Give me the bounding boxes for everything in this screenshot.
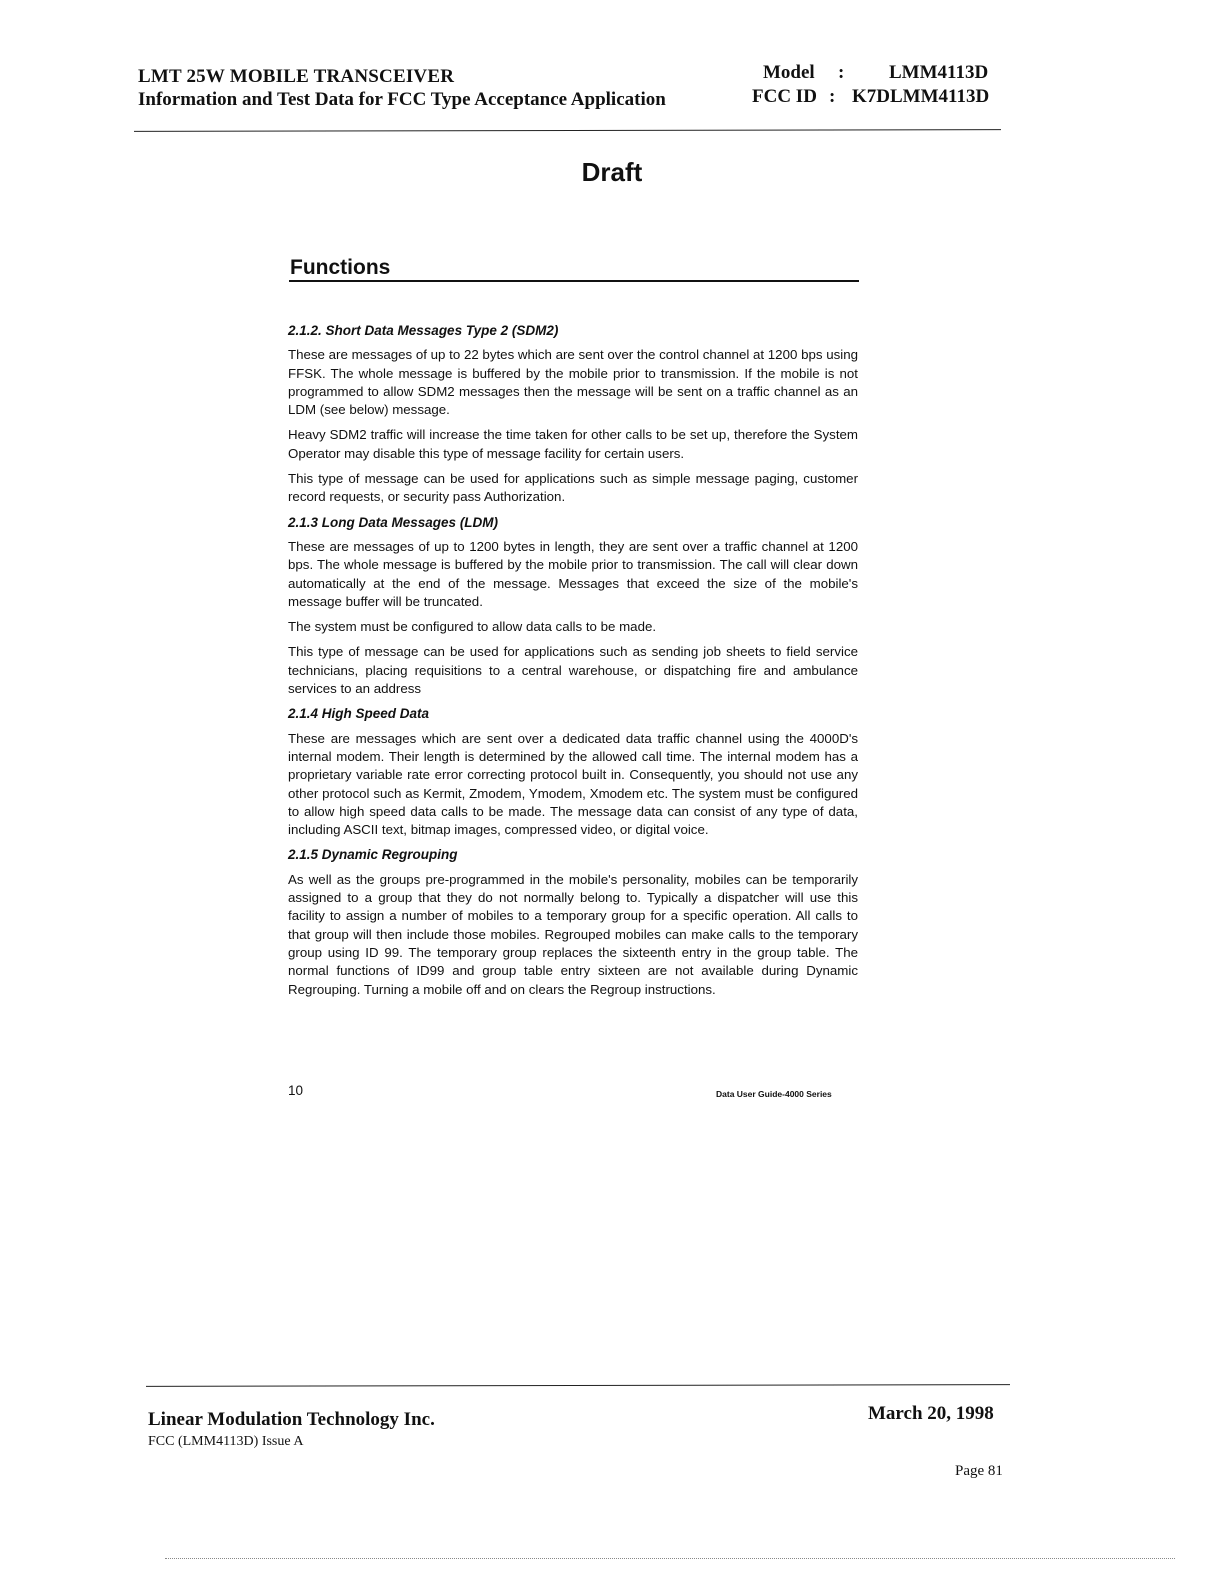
model-value: LMM4113D: [889, 62, 989, 83]
paragraph: These are messages of up to 1200 bytes in length, they are sent over a traffic channel at 1200 bps. The whole message is buffered by the mobile prior to transmission. The call will clear down automatically at the end of the message. Messages that exceed the size of the mobile's message buffer will be truncated.: [288, 538, 858, 609]
section-body: [288, 322, 858, 1006]
subsection-title: 2.1.3 Long Data Messages (LDM): [288, 514, 499, 530]
page-number: Page 81: [955, 1463, 1003, 1479]
paragraph: This type of message can be used for applications such as sending job sheets to field service technicians, placing requisitions to a central warehouse, or dispatching fire and ambulance services to an address: [288, 644, 858, 697]
paragraph: These are messages of up to 22 bytes which are sent over the control channel at 1200 bps using FFSK. The whole message is buffered by the mobile prior to transmission. If the mobile is not programmed to allow SDM2 messages then the message will be sent on a traffic channel as an LDM (see below) message.: [288, 347, 858, 418]
draft-label: Draft: [581, 157, 643, 187]
paragraph: This type of message can be used for applications such as simple message paging, customer record requests, or security pass Authorization.: [288, 471, 858, 505]
header-divider: [134, 129, 1001, 132]
model-colon: :: [838, 62, 845, 83]
document-subtitle: Information and Test Data for FCC Type Acceptance Application: [138, 89, 666, 110]
scan-artifact-line: [165, 1558, 1175, 1559]
paragraph: The system must be configured to allow data calls to be made.: [288, 619, 657, 635]
inner-footer: Data User Guide-4000 Series: [716, 1089, 832, 1099]
model-label: Model: [763, 62, 815, 83]
subsection-sdm2: [288, 322, 858, 507]
document-date: March 20, 1998: [868, 1403, 994, 1424]
subsection-title: 2.1.4 High Speed Data: [288, 706, 430, 722]
subsection-ldm: [288, 514, 858, 699]
company-name: Linear Modulation Technology Inc.: [148, 1409, 435, 1430]
fcc-id-value: K7DLMM4113D: [852, 86, 990, 107]
paragraph: As well as the groups pre-programmed in the mobile's personality, mobiles can be temporarily assigned to a group that they do not normally belong to. Typically a dispatcher will use this facility to assign a number of mobiles to a temporary group for a specific operation. All calls to that group will then include those mobiles. Regrouped mobiles can make calls to the temporary group using ID 99. The temporary group replaces the sixteenth entry in the group table. The normal functions of ID99 and group table entry sixteen are not available during Dynamic Regrouping. Turning a mobile off and on clears the Regroup instructions.: [288, 871, 858, 997]
section-heading: Functions: [290, 256, 391, 279]
paragraph: These are messages which are sent over a dedicated data traffic channel using the 4000D's internal modem. Their length is determined by the allowed call time. The internal modem has a proprietary variable rate error correcting protocol built in. Consequently, you should not use any other protocol such as Kermit, Zmodem, Ymodem, Xmodem etc. The system must be configured to allow high speed data calls to be made. The message data can consist of any type of data, including ASCII text, bitmap images, compressed video, or digital voice.: [288, 730, 858, 838]
fcc-id-label: FCC ID: [752, 86, 817, 107]
section-heading-rule: [289, 280, 859, 282]
document-title: LMT 25W MOBILE TRANSCEIVER: [138, 66, 455, 87]
footer-divider: [146, 1384, 1010, 1387]
document-reference: FCC (LMM4113D) Issue A: [148, 1434, 304, 1449]
paragraph: Heavy SDM2 traffic will increase the time taken for other calls to be set up, therefore the System Operator may disable this type of message facility for certain users.: [288, 427, 858, 461]
subsection-title: 2.1.2. Short Data Messages Type 2 (SDM2): [288, 323, 559, 338]
subsection-title: 2.1.5 Dynamic Regrouping: [288, 847, 458, 863]
subsection-high-speed-data: [288, 705, 858, 839]
fcc-id-colon: :: [829, 86, 836, 107]
subsection-dynamic-regrouping: [288, 846, 858, 998]
inner-page-number: 10: [288, 1083, 304, 1098]
